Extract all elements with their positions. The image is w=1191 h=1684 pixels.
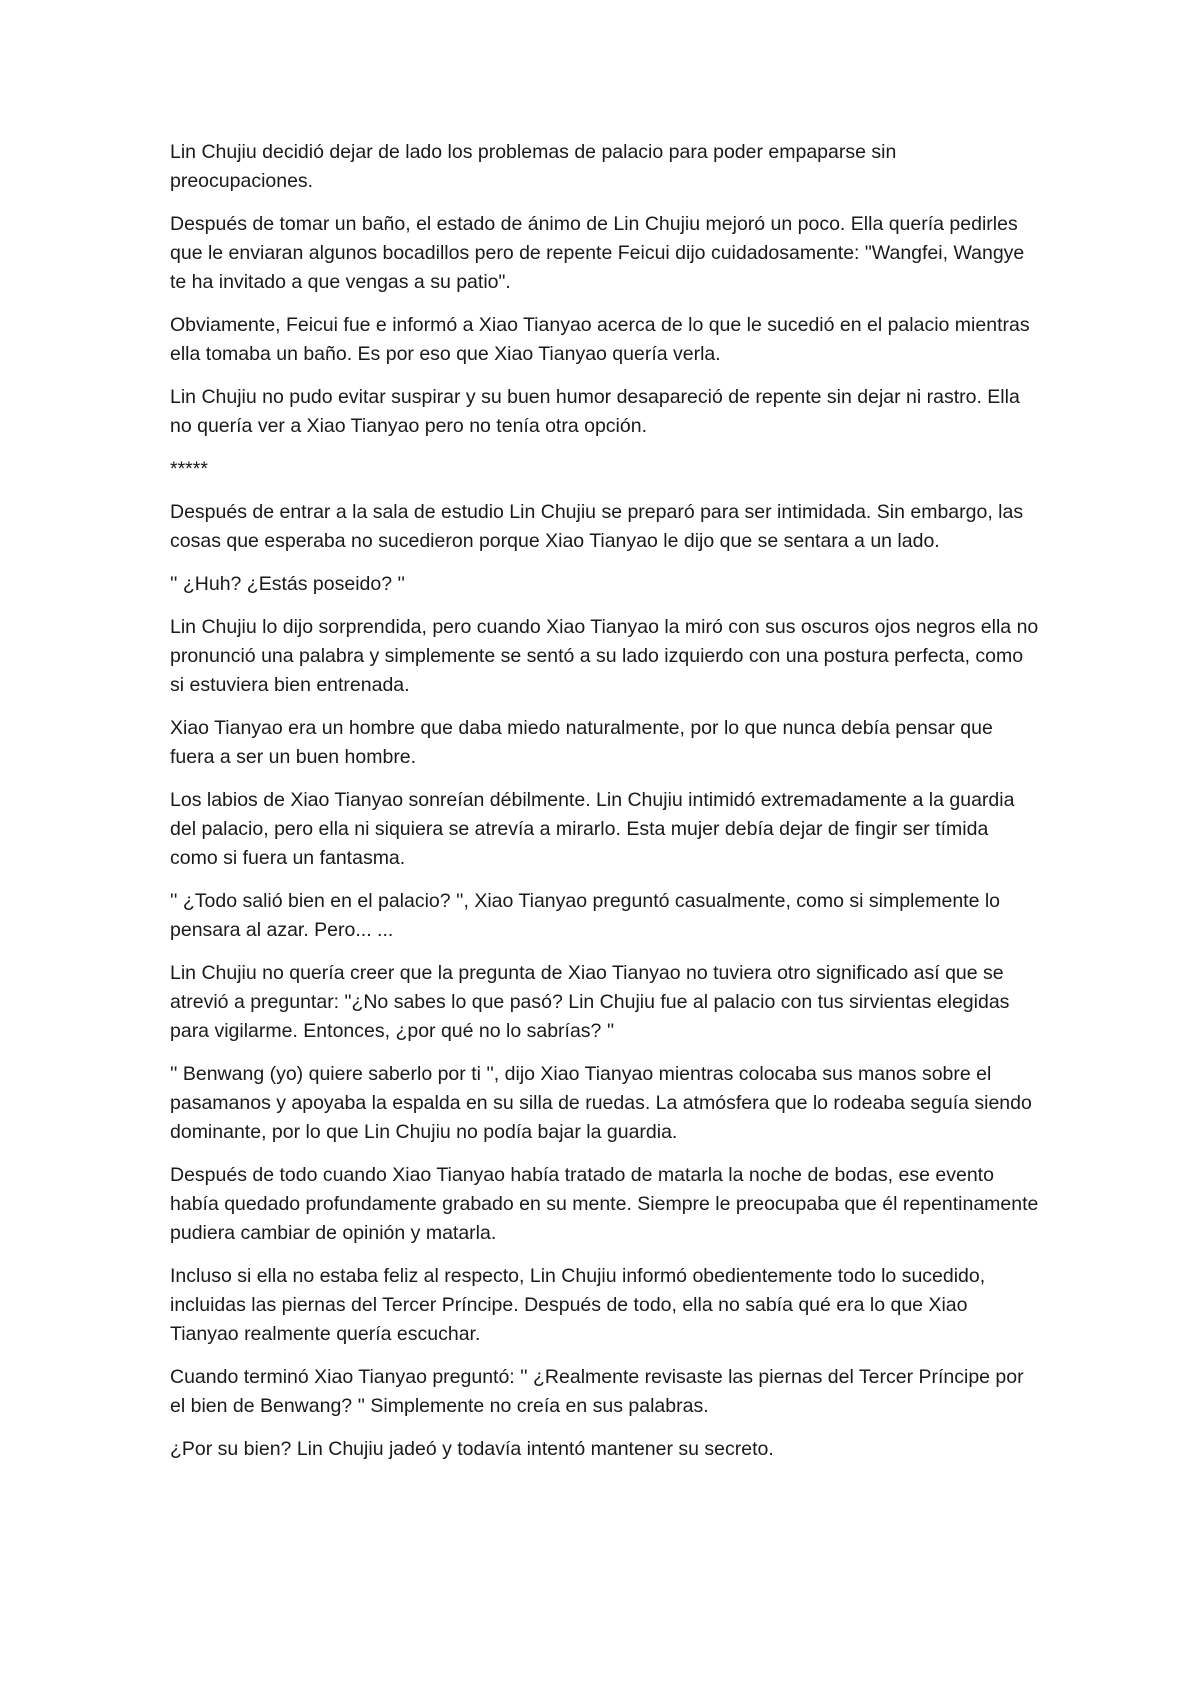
paragraph-4: Lin Chujiu no pudo evitar suspirar y su buen humor desapareció de repente sin dejar ni rastro. Ella no quería ver a Xiao Tianyao pero no tenía otra opción.: [170, 386, 1020, 437]
paragraph-9: Los labios de Xiao Tianyao sonreían débilmente. Lin Chujiu intimidó extremadamente a la guardia del palacio, pero ella ni siquiera se atrevía a mirarlo. Esta mujer debía dejar de fingir ser tímida como si fuera un fantasma.: [170, 789, 1015, 869]
paragraph-5: Después de entrar a la sala de estudio Lin Chujiu se preparó para ser intimidada. Sin embargo, las cosas que esperaba no sucedieron porque Xiao Tianyao le dijo que se sentara a un lado.: [170, 501, 1024, 552]
paragraph-7: Lin Chujiu lo dijo sorprendida, pero cuando Xiao Tianyao la miró con sus oscuros ojos negros ella no pronunció una palabra y simplemente se sentó a su lado izquierdo con una postura perfecta, como si estuviera bien entrenada.: [170, 616, 1039, 696]
paragraph-16: ¿Por su bien? Lin Chujiu jadeó y todavía intentó mantener su secreto.: [170, 1438, 774, 1460]
paragraph-1: Lin Chujiu decidió dejar de lado los problemas de palacio para poder empaparse sin preocupaciones.: [170, 141, 897, 192]
document-page: [170, 138, 1040, 1478]
paragraph-10: '' ¿Todo salió bien en el palacio? '', Xiao Tianyao preguntó casualmente, como si simplemente lo pensara al azar. Pero... ...: [170, 890, 1001, 941]
paragraph-15: Cuando terminó Xiao Tianyao preguntó: '' ¿Realmente revisaste las piernas del Tercer Príncipe por el bien de Benwang? '' Simplemente no creía en sus palabras.: [170, 1366, 1024, 1417]
paragraph-8: Xiao Tianyao era un hombre que daba miedo naturalmente, por lo que nunca debía pensar que fuera a ser un buen hombre.: [170, 717, 993, 768]
paragraph-11: Lin Chujiu no quería creer que la pregunta de Xiao Tianyao no tuviera otro significado así que se atrevió a preguntar: "¿No sabes lo que pasó? Lin Chujiu fue al palacio con tus sirvientas elegidas para vigilarme. Entonces, ¿por qué no lo sabrías? '': [170, 962, 1010, 1042]
paragraph-2: Después de tomar un baño, el estado de ánimo de Lin Chujiu mejoró un poco. Ella quería pedirles que le enviaran algunos bocadillos pero de repente Feicui dijo cuidadosamente: "Wangfei, Wangye te ha invitado a que vengas a su patio".: [170, 213, 1025, 293]
paragraph-6: '' ¿Huh? ¿Estás poseido? '': [170, 573, 405, 595]
paragraph-14: Incluso si ella no estaba feliz al respecto, Lin Chujiu informó obedientemente todo lo sucedido, incluidas las piernas del Tercer Príncipe. Después de todo, ella no sabía qué era lo que Xiao Tianyao realmente quería escuchar.: [170, 1265, 986, 1345]
paragraph-13: Después de todo cuando Xiao Tianyao había tratado de matarla la noche de bodas, ese evento había quedado profundamente grabado en su mente. Siempre le preocupaba que él repentinamente pudiera cambiar de opinión y matarla.: [170, 1164, 1039, 1244]
paragraph-12: '' Benwang (yo) quiere saberlo por ti '', dijo Xiao Tianyao mientras colocaba sus manos sobre el pasamanos y apoyaba la espalda en su silla de ruedas. La atmósfera que lo rodeaba seguía siendo dominante, por lo que Lin Chujiu no podía bajar la guardia.: [170, 1063, 1032, 1143]
paragraph-3: Obviamente, Feicui fue e informó a Xiao Tianyao acerca de lo que le sucedió en el palacio mientras ella tomaba un baño. Es por eso que Xiao Tianyao quería verla.: [170, 314, 1030, 365]
scene-break: *****: [170, 458, 208, 480]
